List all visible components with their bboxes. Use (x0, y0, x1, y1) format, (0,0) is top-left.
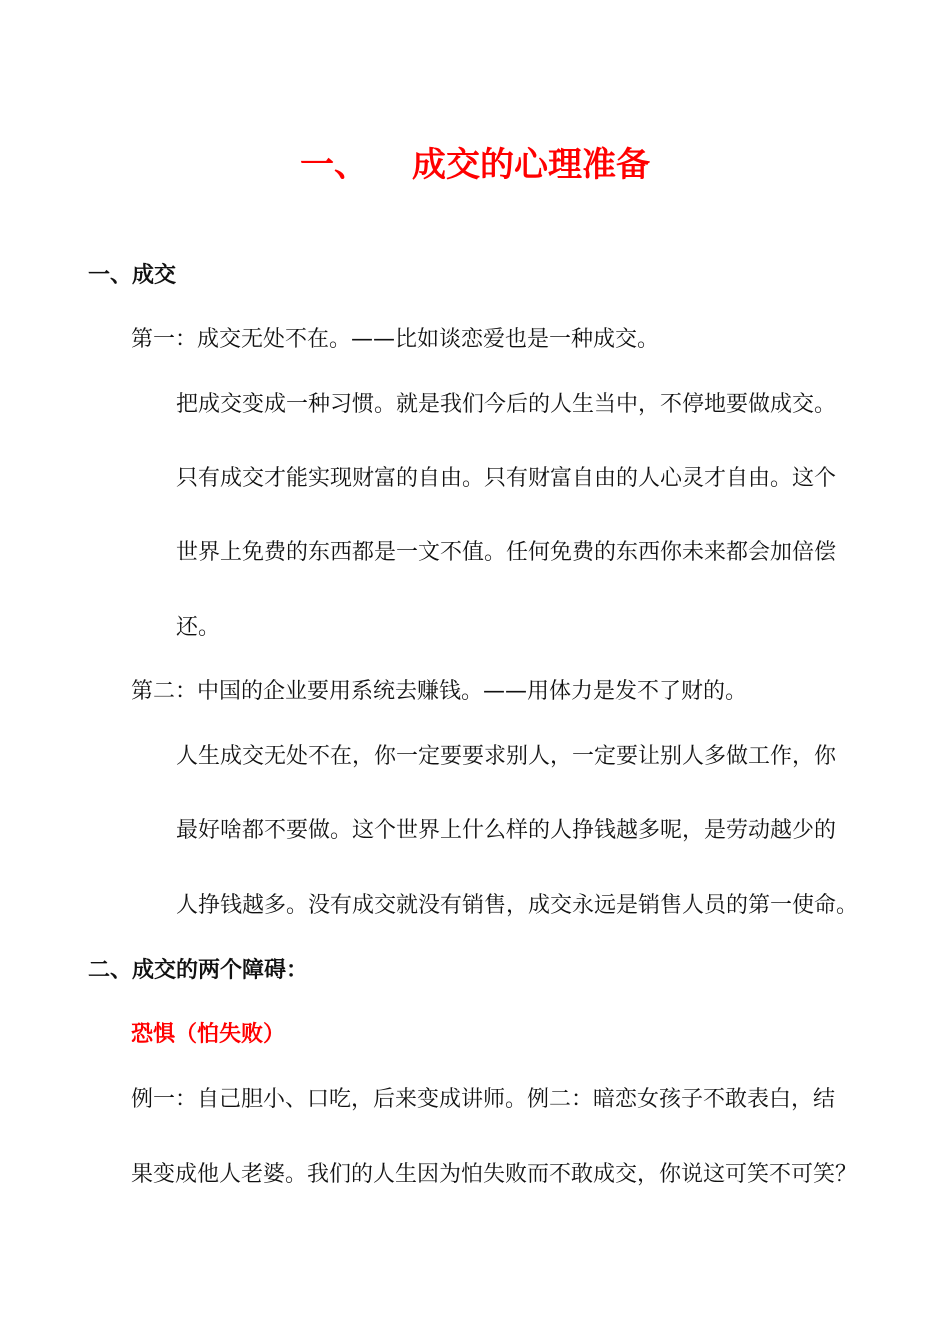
paragraph-line: 只有成交才能实现财富的自由。只有财富自由的人心灵才自由。这个 (176, 466, 837, 491)
title-number: 一、 (300, 145, 368, 185)
section-2-heading: 二、成交的两个障碍： (88, 958, 309, 983)
paragraph-line: 还。 (176, 615, 221, 640)
paragraph-line: 把成交变成一种习惯。就是我们今后的人生当中，不停地要做成交。 (176, 392, 837, 417)
title-text: 成交的心理准备 (412, 145, 650, 185)
paragraph-line: 第一：成交无处不在。——比如谈恋爱也是一种成交。 (131, 327, 660, 352)
page-title (0, 140, 950, 190)
paragraph-line: 人生成交无处不在，你一定要要求别人，一定要让别人多做工作，你 (176, 744, 837, 769)
paragraph-line: 最好啥都不要做。这个世界上什么样的人挣钱越多呢，是劳动越少的 (176, 818, 837, 843)
paragraph-line: 世界上免费的东西都是一文不值。任何免费的东西你未来都会加倍偿 (176, 540, 837, 565)
paragraph-line: 果变成他人老婆。我们的人生因为怕失败而不敢成交，你说这可笑不可笑？ (131, 1162, 858, 1187)
section-1-heading: 一、成交 (88, 263, 177, 288)
paragraph-line: 第二：中国的企业要用系统去赚钱。——用体力是发不了财的。 (131, 679, 748, 704)
paragraph-line: 例一：自己胆小、口吃，后来变成讲师。例二：暗恋女孩子不敢表白，结 (131, 1087, 836, 1112)
section-2-subheading: 恐惧（怕失败） (131, 1022, 286, 1047)
paragraph-line: 人挣钱越多。没有成交就没有销售，成交永远是销售人员的第一使命。 (176, 893, 859, 918)
